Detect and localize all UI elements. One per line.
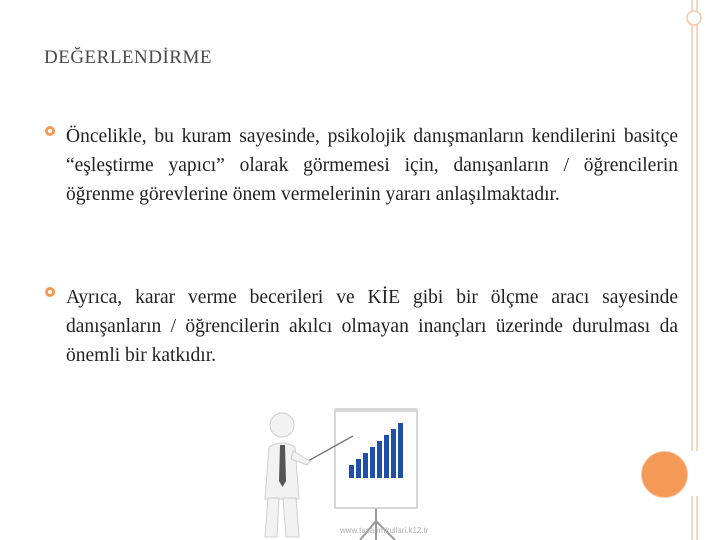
presenter-chart-illustration: [255, 403, 455, 540]
chart-bar: [370, 447, 375, 478]
chart-bar: [356, 459, 361, 478]
watermark-text: www.tasarimkullari.k12.tr: [340, 526, 429, 535]
bullet-text: Ayrıca, karar verme becerileri ve KİE gibi bir ölçme aracı sayesinde danışanların / öğrencilerin akılcı olmayan inançları üzerinde durulması da önemli bir katkıdır.: [66, 287, 678, 366]
chart-bar: [391, 429, 396, 478]
bullet-text: Öncelikle, bu kuram sayesinde, psikolojik danışmanların kendilerini basitçe “eşleştirme yapıcı” olarak görmemesi için, danışanların / öğrencilerin öğrenme görevlerine önem vermelerinin yararı anlaşılmaktadır.: [66, 126, 678, 205]
orange-circle-decoration: [641, 451, 688, 498]
sun-bullet-icon: [44, 286, 56, 298]
chart-board: [335, 410, 417, 508]
chart-bar: [349, 465, 354, 478]
slide-title: DEĞERLENDİRME: [44, 47, 212, 68]
sun-bullet-icon: [44, 125, 56, 137]
chart-bar: [377, 441, 382, 478]
chart-bar: [398, 423, 403, 478]
bullet-item: [44, 122, 678, 209]
chart-bar: [363, 453, 368, 478]
chart-bar: [384, 435, 389, 478]
bullet-item: [44, 283, 678, 370]
